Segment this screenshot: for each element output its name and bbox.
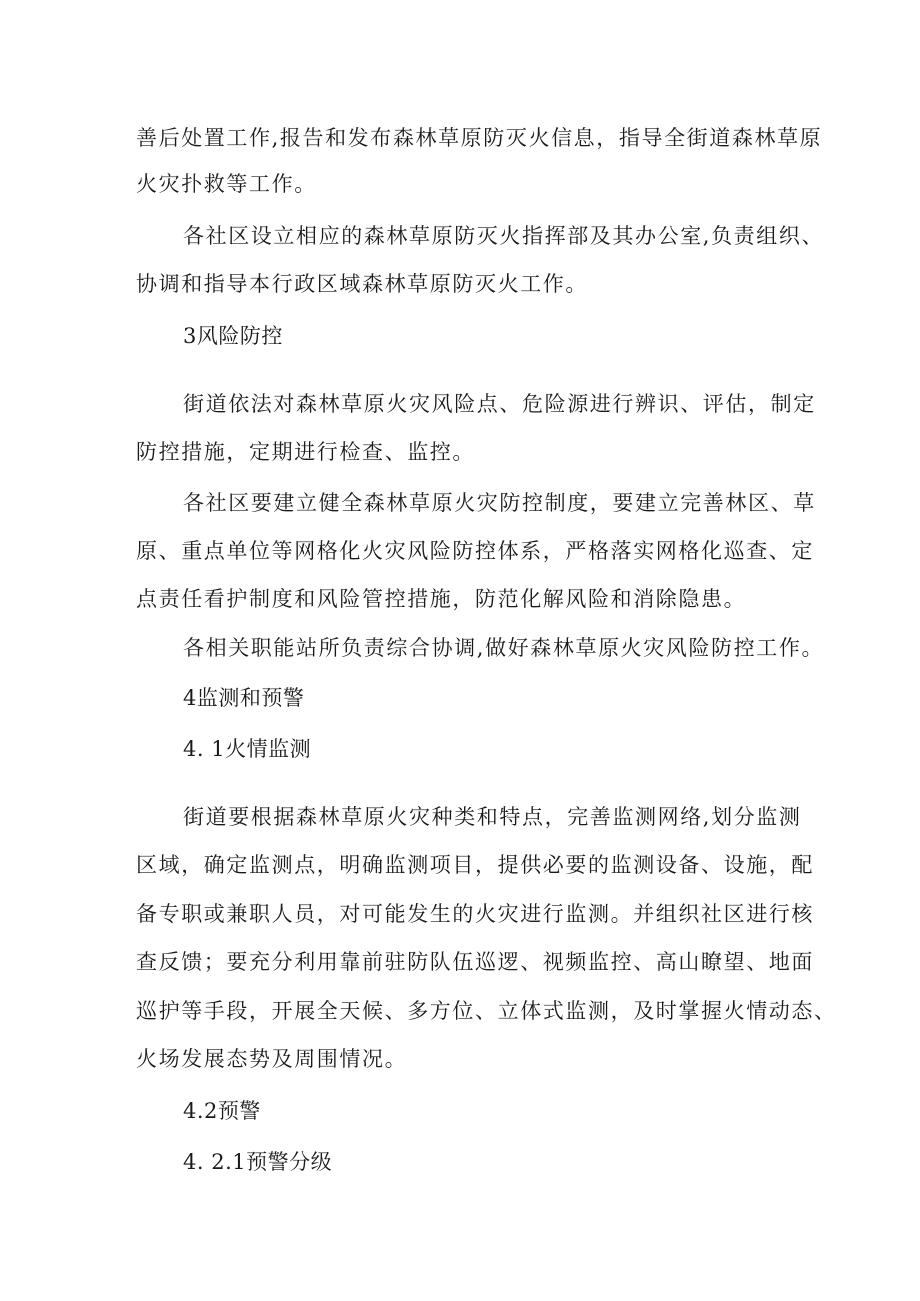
section-heading: 4监测和预警 [183, 686, 305, 710]
paragraph-line: 街道要根据森林草原火灾种类和特点，完善监测网络,划分监测 [183, 805, 802, 829]
subsection-heading: 4.2预警 [183, 1099, 261, 1123]
paragraph-line: 街道依法对森林草原火灾风险点、危险源进行辨识、评估，制定 [183, 392, 816, 416]
paragraph-line: 协调和指导本行政区域森林草原防灭火工作。 [136, 272, 588, 296]
paragraph-line: 备专职或兼职人员，对可能发生的火灾进行监测。并组织社区进行核 [136, 902, 814, 926]
paragraph-line: 火灾扑救等工作。 [136, 172, 317, 196]
paragraph-line: 善后处置工作,报告和发布森林草原防灭火信息，指导全街道森林草原 [136, 126, 823, 150]
paragraph-line: 各社区设立相应的森林草原防灭火指挥部及其办公室,负责组织、 [183, 224, 825, 248]
subsection-heading: 4. 2.1预警分级 [183, 1150, 333, 1174]
paragraph-line: 巡护等手段，开展全天候、多方位、立体式监测，及时掌握火情动态、 [136, 999, 837, 1023]
paragraph-line: 区域，确定监测点，明确监测项目，提供必要的监测设备、设施，配 [136, 853, 814, 877]
paragraph-line: 原、重点单位等网格化火灾风险防控体系，严格落实网格化巡查、定 [136, 539, 814, 563]
section-heading: 3风险防控 [183, 324, 283, 348]
paragraph-line: 点责任看护制度和风险管控措施，防范化解风险和消除隐患。 [136, 587, 747, 611]
paragraph-line: 各社区要建立健全森林草原火灾防控制度，要建立完善林区、草 [183, 491, 816, 515]
paragraph-line: 火场发展态势及周围情况。 [136, 1047, 408, 1071]
paragraph-line: 防控措施，定期进行检查、监控。 [136, 440, 475, 464]
paragraph-line: 各相关职能站所负责综合协调,做好森林草原火灾风险防控工作。 [183, 636, 825, 660]
subsection-heading: 4. 1火情监测 [183, 737, 312, 761]
paragraph-line: 查反馈；要充分利用靠前驻防队伍巡逻、视频监控、高山瞭望、地面 [136, 950, 814, 974]
